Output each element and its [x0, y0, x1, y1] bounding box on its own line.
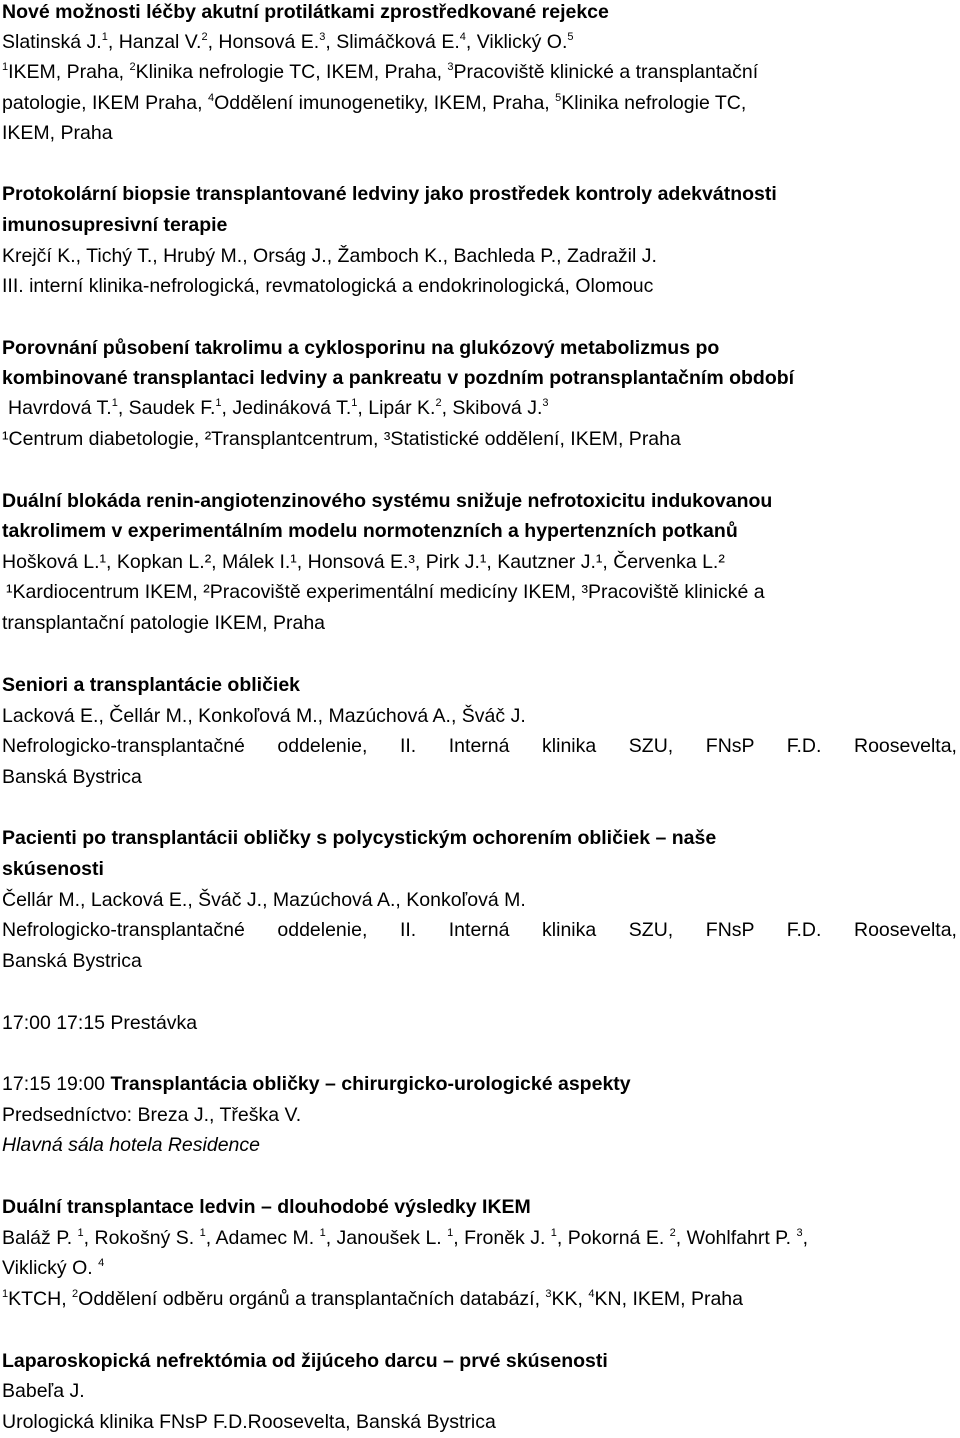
affiliation-line: Banská Bystrica [2, 766, 142, 788]
author-list: Lacková E., Čellár M., Konkoľová M., Mazúchová A., Šváč J. [2, 705, 526, 727]
abstract-title: skúsenosti [2, 858, 104, 880]
affiliation-line: III. interní klinika-nefrologická, revmatologická a endokrinologická, Olomouc [2, 275, 654, 297]
affiliation-line: Urologická klinika FNsP F.D.Roosevelta, Banská Bystrica [2, 1411, 496, 1433]
session-hall: Hlavná sála hotela Residence [2, 1134, 260, 1156]
author-list: Hošková L.¹, Kopkan L.², Málek I.¹, Honsová E.³, Pirk J.¹, Kautzner J.¹, Červenka L.² [2, 551, 725, 573]
author-list: Havrdová T.$^1$, Saudek F.$^1$, Jedináková T.$^1$, Lipár K.$^2$, Skibová J.$^3$ [8, 397, 549, 419]
affiliation-line: patologie, IKEM Praha, $^4$Oddělení imunogenetiky, IKEM, Praha, $^5$Klinika nefrologie TC, [2, 92, 747, 114]
session-title: Transplantácia obličky – chirurgicko-urologické aspekty [110, 1073, 631, 1095]
abstract-title: Laparoskopická nefrektómia od žijúceho darcu – prvé skúsenosti [2, 1350, 608, 1372]
abstract-title: Porovnání působení takrolimu a cyklosporinu na glukózový metabolizmus po [2, 337, 720, 359]
affiliation-line: Nefrologicko-transplantačné oddelenie, II. Interná klinika SZU, FNsP F.D. Roosevelta, [2, 919, 957, 941]
affiliation-line: Banská Bystrica [2, 950, 142, 972]
abstract-title: imunosupresivní terapie [2, 214, 228, 236]
author-list: Viklický O. $^4$ [2, 1257, 105, 1279]
author-list: Baláž P. $^1$, Rokošný S. $^1$, Adamec M. $^1$, Janoušek L. $^1$, Froněk J. $^1$, Pokorná E. $^2$, Wohlfahrt P. $^3$, [2, 1227, 809, 1249]
author-list: Slatinská J.$^1$, Hanzal V.$^2$, Honsová E.$^3$, Slimáčková E.$^4$, Viklický O.$^5$ [2, 31, 574, 53]
author-list: Čellár M., Lacková E., Šváč J., Mazúchová A., Konkoľová M. [2, 889, 526, 911]
affiliation-line: $^1$IKEM, Praha, $^2$Klinika nefrologie TC, IKEM, Praha, $^3$Pracoviště klinické a transplantační [2, 61, 759, 83]
abstract-title: Nové možnosti léčby akutní protilátkami zprostředkované rejekce [2, 1, 609, 23]
abstract-title: Duální blokáda renin-angiotenzinového systému snižuje nefrotoxicitu indukovanou [2, 490, 773, 512]
abstract-title: Pacienti po transplantácii obličky s polycystickým ochorením obličiek – naše [2, 827, 717, 849]
abstract-title: kombinované transplantaci ledviny a pankreatu v pozdním potransplantačním období [2, 367, 795, 389]
author-list: Krejčí K., Tichý T., Hrubý M., Orság J., Žamboch K., Bachleda P., Zadražil J. [2, 245, 657, 267]
abstract-title: takrolimem v experimentálním modelu normotenzních a hypertenzních potkanů [2, 520, 738, 542]
session-time: 17:15 19:00 [2, 1073, 111, 1095]
affiliation-line: ¹Kardiocentrum IKEM, ²Pracoviště experimentální medicíny IKEM, ³Pracoviště klinické a [6, 581, 765, 603]
affiliation-line: Nefrologicko-transplantačné oddelenie, II. Interná klinika SZU, FNsP F.D. Roosevelta, [2, 735, 957, 757]
session-heading [2, 1072, 631, 1096]
affiliation-line: $^1$KTCH, $^2$Oddělení odběru orgánů a transplantačních databází, $^3$KK, $^4$KN, IKEM, Praha [2, 1288, 743, 1310]
schedule-break: 17:00 17:15 Prestávka [2, 1012, 198, 1034]
abstract-title: Seniori a transplantácie obličiek [2, 674, 301, 696]
affiliation-line: IKEM, Praha [2, 122, 113, 144]
abstract-title: Protokolární biopsie transplantované ledviny jako prostředek kontroly adekvátnosti [2, 183, 777, 205]
abstract-title: Duální transplantace ledvin – dlouhodobé výsledky IKEM [2, 1196, 531, 1218]
affiliation-line: ¹Centrum diabetologie, ²Transplantcentrum, ³Statistické oddělení, IKEM, Praha [2, 428, 681, 450]
author-list: Babeľa J. [2, 1380, 85, 1402]
affiliation-line: transplantační patologie IKEM, Praha [2, 612, 326, 634]
session-chairs: Predsedníctvo: Breza J., Třeška V. [2, 1104, 302, 1126]
